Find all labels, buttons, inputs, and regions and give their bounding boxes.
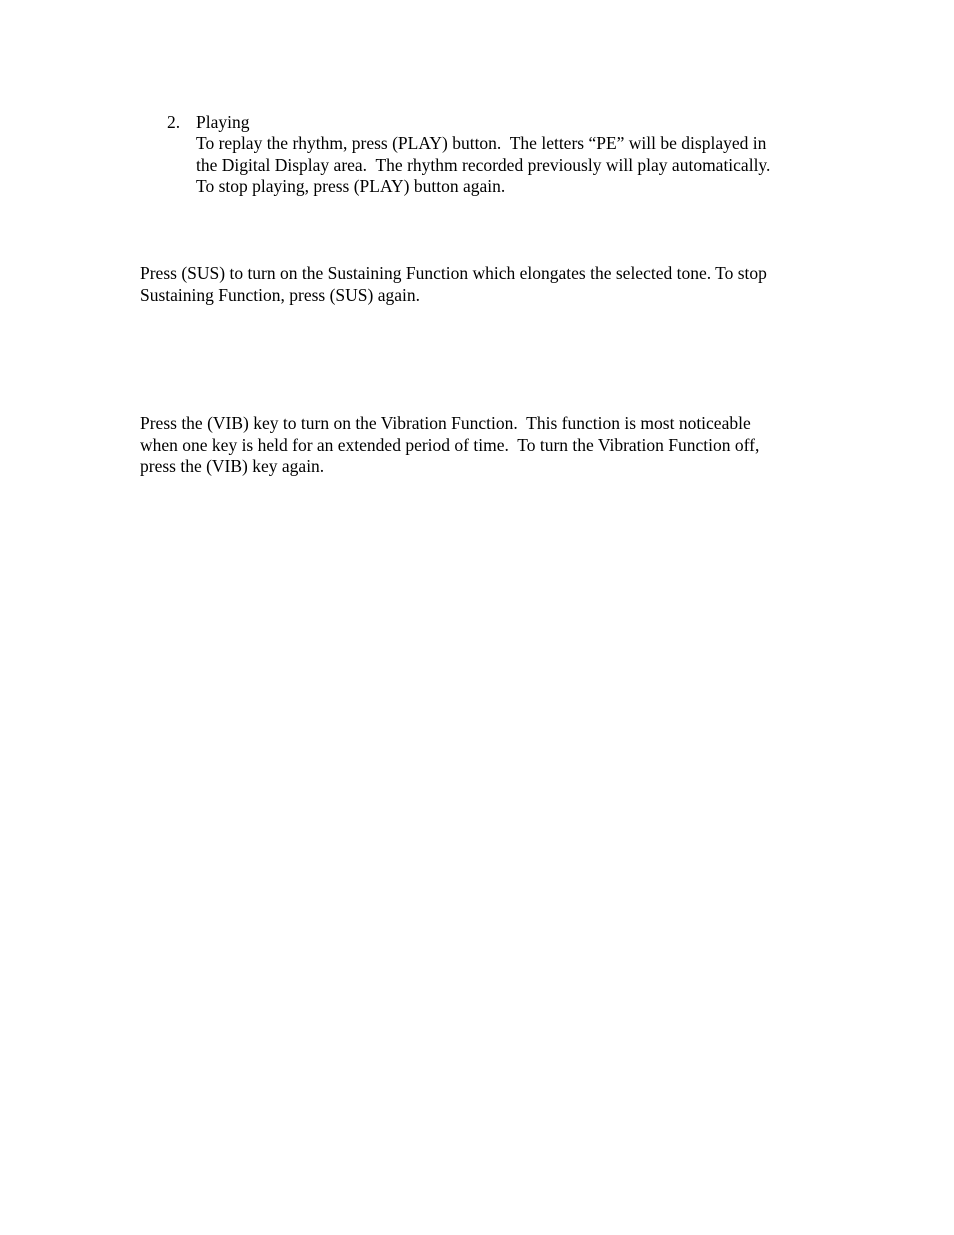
playing-line-2: the Digital Display area. The rhythm recorded previously will play automatically. <box>196 155 771 175</box>
playing-heading: Playing <box>196 112 250 132</box>
vibration-line-3: press the (VIB) key again. <box>140 456 325 476</box>
list-item-number: 2. <box>167 112 181 132</box>
playing-line-3: To stop playing, press (PLAY) button again. <box>196 176 506 196</box>
playing-line-1: To replay the rhythm, press (PLAY) button. The letters “PE” will be displayed in <box>196 133 767 153</box>
vibration-line-2: when one key is held for an extended period of time. To turn the Vibration Function off, <box>140 435 760 455</box>
sustain-line-1: Press (SUS) to turn on the Sustaining Function which elongates the selected tone. To stop <box>140 263 767 283</box>
sustain-line-2: Sustaining Function, press (SUS) again. <box>140 285 420 305</box>
vibration-line-1: Press the (VIB) key to turn on the Vibration Function. This function is most noticeable <box>140 413 751 433</box>
